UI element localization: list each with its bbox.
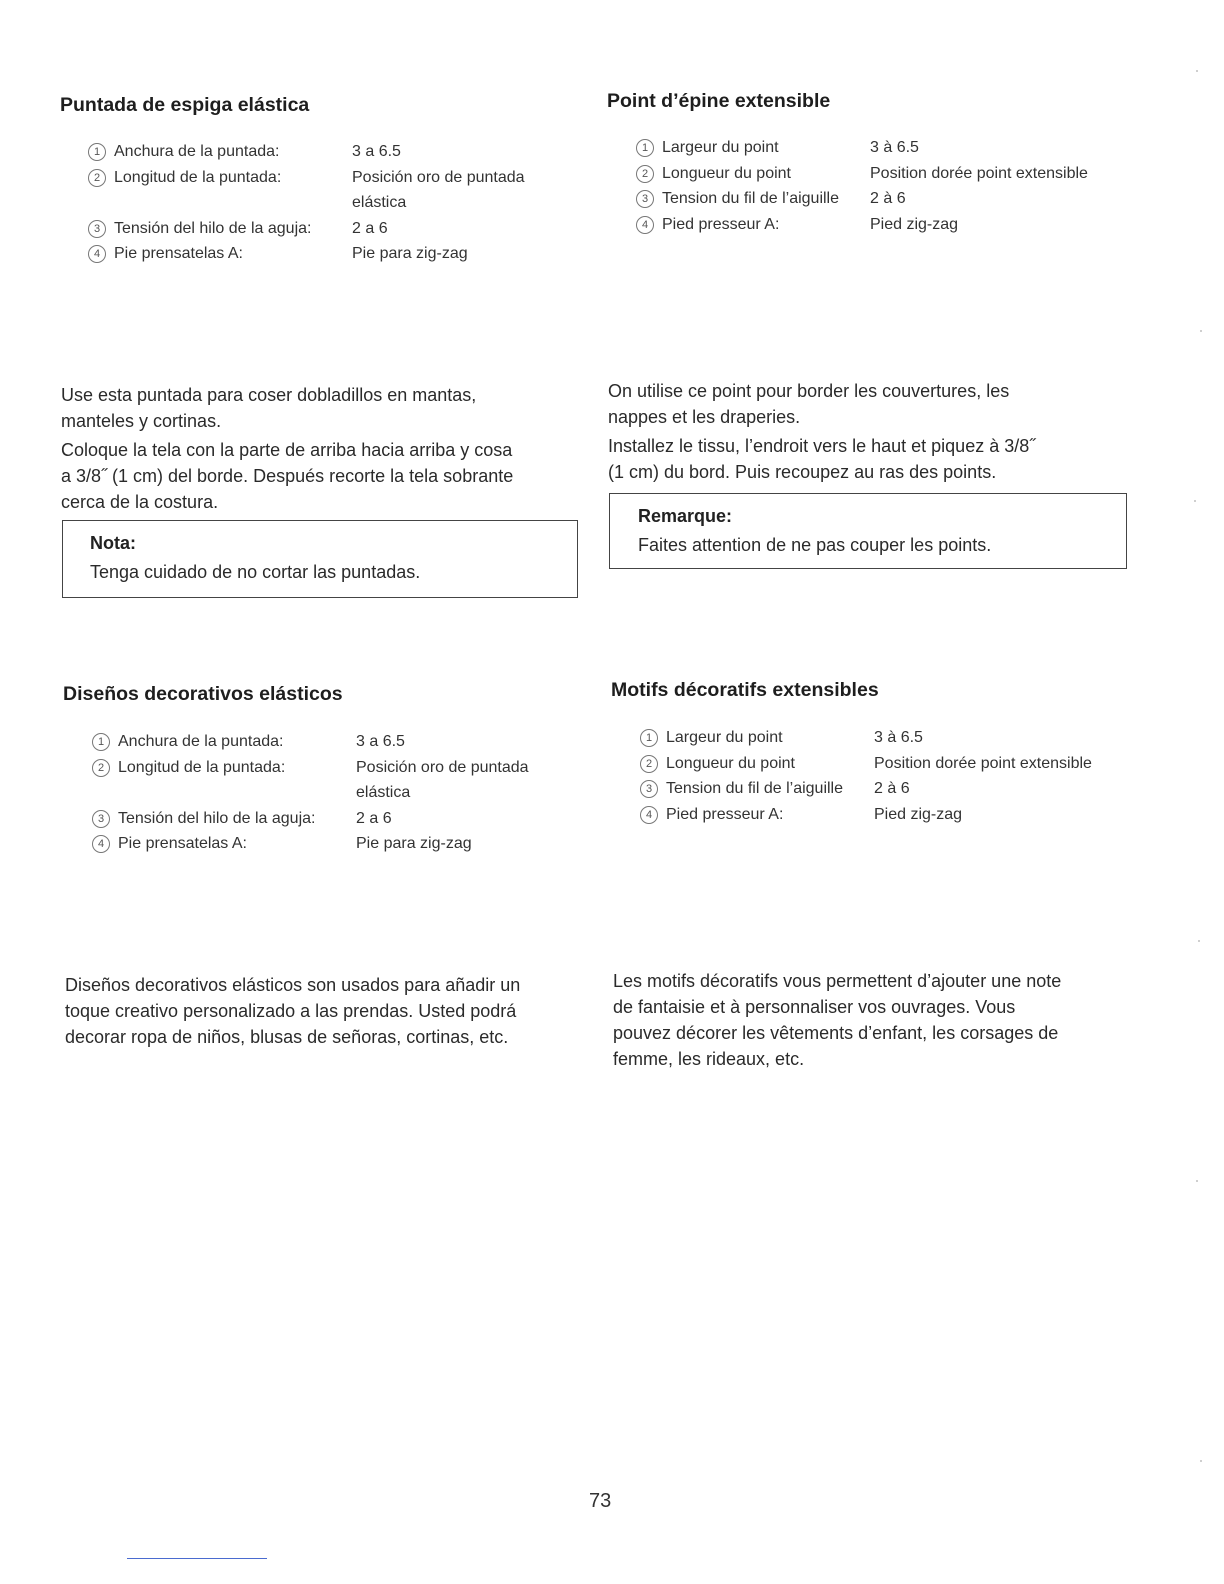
setting-label: Tension du fil de l’aiguille [666, 780, 843, 797]
scan-speck [1196, 1180, 1198, 1182]
paragraph: Installez le tissu, l’endroit vers le haut et piquez à 3/8˝ (1 cm) du bord. Puis recoupez au ras des points. [608, 436, 1036, 482]
setting-value: Posición oro de puntada elástica [352, 168, 525, 211]
setting-label: Anchura de la puntada: [118, 733, 284, 750]
section-title-fr-epine: Point d’épine extensible [607, 90, 831, 112]
setting-label: Tension du fil de l’aiguille [662, 190, 839, 207]
note-box-es [62, 520, 578, 598]
setting-value: Pied zig-zag [870, 215, 959, 233]
scan-speck [1196, 70, 1198, 72]
circled-number-icon: 4 [92, 835, 110, 853]
setting-label: Longitud de la puntada: [118, 758, 286, 776]
setting-label: Longueur du point [662, 164, 791, 182]
scan-speck [1194, 500, 1196, 502]
circled-number-icon: 1 [636, 139, 654, 157]
setting-row [636, 212, 1088, 238]
circled-number-icon: 1 [88, 143, 106, 161]
circled-number-icon: 1 [92, 733, 110, 751]
section-title-es-espiga: Puntada de espiga elástica [60, 94, 310, 116]
footer-rule [127, 1558, 267, 1559]
note-box-fr [609, 493, 1127, 569]
body-text-es-disenos: Diseños decorativos elásticos son usados para añadir un toque creativo personalizado a las prendas. Usted podrá decorar ropa de niños, blusas de señoras, cortinas, etc. [65, 975, 521, 1047]
note-text: Tenga cuidado de no cortar las puntadas. [90, 562, 421, 582]
setting-label: Largeur du point [666, 729, 783, 746]
body-text-es-espiga [61, 382, 591, 518]
setting-value: Pie para zig-zag [352, 245, 468, 262]
note-title: Nota: [90, 533, 136, 553]
setting-value: 2 à 6 [870, 190, 906, 207]
setting-row [640, 776, 1092, 802]
setting-label: Tensión del hilo de la aguja: [118, 809, 316, 827]
scan-speck [1200, 330, 1202, 332]
setting-value: Posición oro de puntada elástica [356, 758, 529, 801]
setting-label: Pie prensatelas A: [114, 245, 243, 262]
circled-number-icon: 4 [640, 806, 658, 824]
setting-value: 3 à 6.5 [874, 729, 923, 746]
circled-number-icon: 2 [636, 165, 654, 183]
setting-value: Position dorée point extensible [870, 164, 1088, 182]
circled-number-icon: 1 [640, 729, 658, 747]
body-text-fr-epine [608, 378, 1148, 488]
setting-row [636, 135, 1088, 161]
setting-value: 3 à 6.5 [870, 139, 919, 156]
setting-value: 2 à 6 [874, 780, 910, 797]
setting-row [88, 139, 525, 165]
setting-label: Pie prensatelas A: [118, 835, 247, 852]
setting-label: Longueur du point [666, 754, 795, 772]
paragraph: On utilise ce point pour border les couvertures, les nappes et les draperies. [608, 381, 1010, 427]
setting-value: Pie para zig-zag [356, 835, 472, 852]
circled-number-icon: 4 [636, 216, 654, 234]
page-number: 73 [589, 1490, 612, 1512]
setting-row [640, 802, 1092, 828]
setting-row [640, 751, 1092, 777]
setting-value: 3 a 6.5 [356, 733, 405, 750]
setting-row [636, 161, 1088, 187]
setting-value: 2 a 6 [356, 809, 392, 827]
setting-value: 3 a 6.5 [352, 143, 401, 160]
circled-number-icon: 3 [88, 220, 106, 238]
circled-number-icon: 2 [88, 169, 106, 187]
setting-value: Pied zig-zag [874, 805, 963, 823]
scan-speck [1200, 1460, 1202, 1462]
body-text-fr-motifs: Les motifs décoratifs vous permettent d’ajouter une note de fantaisie et à personnaliser vos ouvrages. Vous pouvez décorer les vêtements d’enfant, les corsages de femme, les rideaux, etc. [613, 971, 1062, 1069]
setting-value: Position dorée point extensible [874, 754, 1092, 772]
setting-label: Longitud de la puntada: [114, 168, 282, 186]
setting-value: 2 a 6 [352, 219, 388, 237]
circled-number-icon: 2 [92, 759, 110, 777]
paragraph: Use esta puntada para coser dobladillos en mantas, manteles y cortinas. [61, 385, 477, 431]
setting-row [92, 729, 529, 755]
settings-list-fr-motifs [640, 725, 1092, 827]
circled-number-icon: 3 [636, 190, 654, 208]
setting-label: Pied presseur A: [666, 805, 784, 823]
settings-list-es-espiga [88, 139, 525, 267]
setting-row [88, 165, 525, 216]
setting-row [636, 186, 1088, 212]
setting-row [640, 725, 1092, 751]
setting-row [92, 755, 529, 806]
setting-label: Anchura de la puntada: [114, 143, 280, 160]
setting-row [88, 241, 525, 267]
setting-row [88, 216, 525, 242]
circled-number-icon: 4 [88, 245, 106, 263]
note-title: Remarque: [638, 506, 733, 526]
settings-list-fr-epine [636, 135, 1088, 237]
circled-number-icon: 3 [92, 810, 110, 828]
setting-label: Tensión del hilo de la aguja: [114, 219, 312, 237]
note-text: Faites attention de ne pas couper les points. [638, 535, 992, 555]
setting-row [92, 831, 529, 857]
paragraph: Coloque la tela con la parte de arriba hacia arriba y cosa a 3/8˝ (1 cm) del borde. Después recorte la tela sobrante cerca de la costura. [61, 440, 514, 512]
section-title-fr-motifs: Motifs décoratifs extensibles [611, 679, 879, 701]
scan-speck [1198, 940, 1200, 942]
setting-label: Pied presseur A: [662, 215, 780, 233]
circled-number-icon: 2 [640, 755, 658, 773]
setting-row [92, 806, 529, 832]
setting-label: Largeur du point [662, 139, 779, 156]
circled-number-icon: 3 [640, 780, 658, 798]
settings-list-es-disenos [92, 729, 529, 857]
section-title-es-disenos: Diseños decorativos elásticos [63, 683, 343, 705]
